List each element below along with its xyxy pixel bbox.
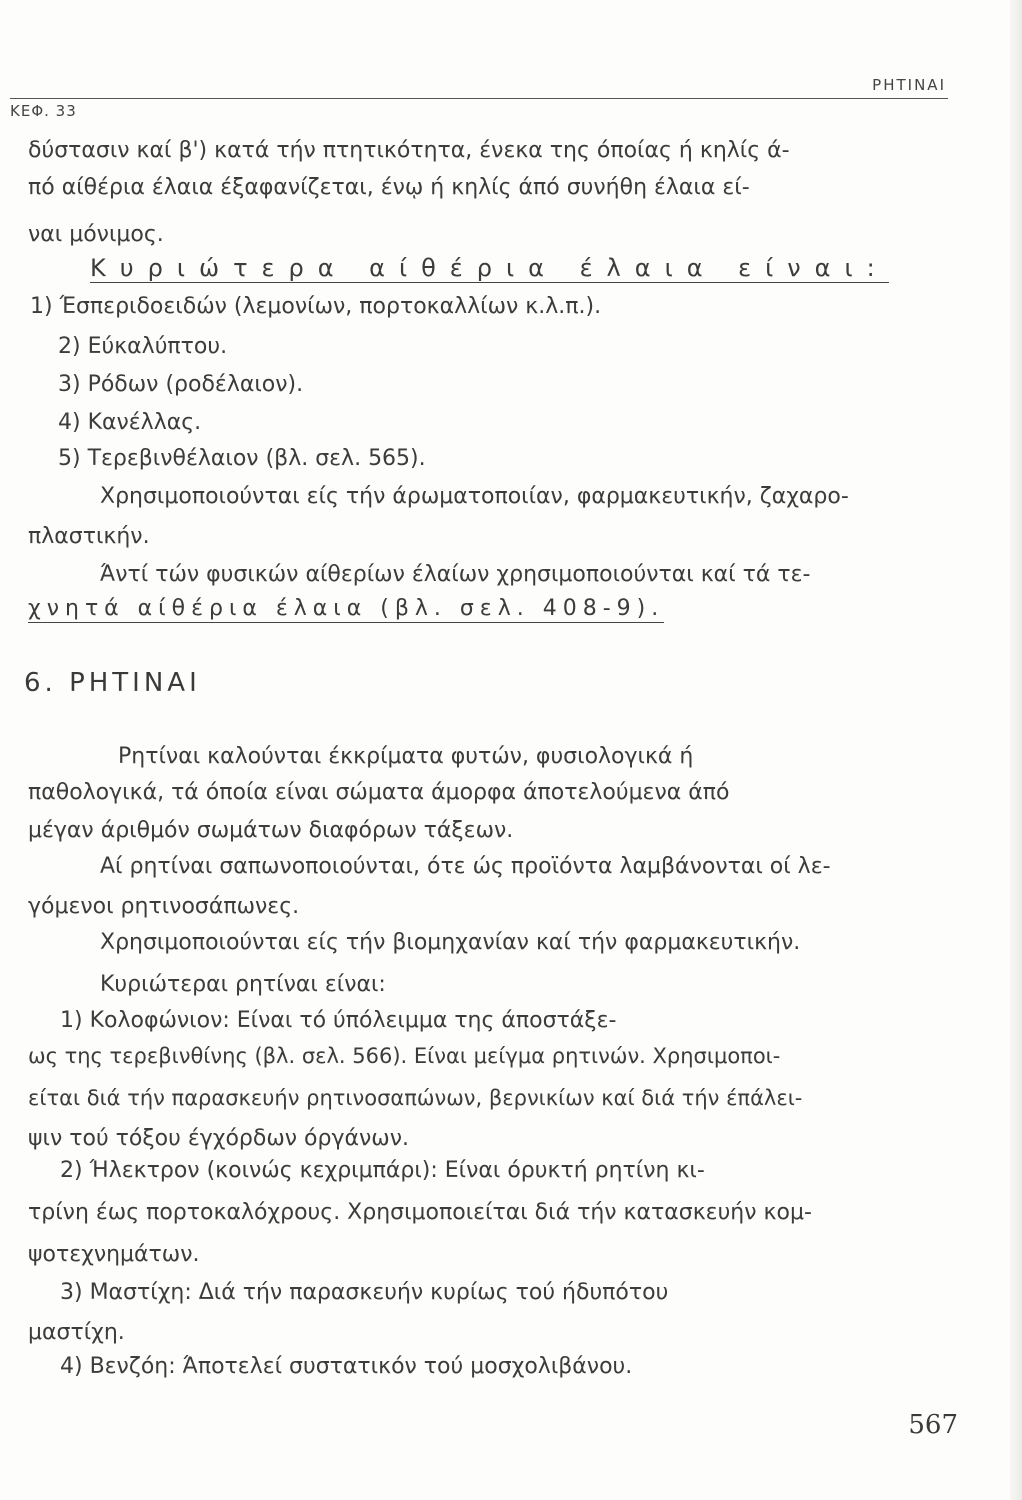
list-item: 3) Μαστίχη: Διά τήν παρασκευήν κυρίως τού ήδυπότου	[60, 1280, 669, 1305]
list-item: 5) Τερεβινθέλαιον (βλ. σελ. 565).	[58, 446, 426, 471]
text-line: Αί ρητίναι σαπωνοποιούνται, ότε ώς προϊόντα λαμβάνονται οί λε-	[100, 854, 831, 879]
text-line: Χρησιμοποιούνται είς τήν άρωματοποιίαν, φαρμακευτικήν, ζαχαρο-	[100, 484, 849, 509]
text-line: πλαστικήν.	[28, 524, 150, 549]
list-item: 1) Κολοφώνιον: Είναι τό ύπόλειμμα της άποστάξε-	[60, 1008, 617, 1033]
list-item: 4) Βενζόη: Άποτελεί συστατικόν τού μοσχολιβάνου.	[60, 1354, 633, 1379]
text-line: πό αίθέρια έλαια έξαφανίζεται, ένῳ ή κηλίς άπό συνήθη έλαια εί-	[28, 175, 750, 200]
list-item: 2) Εύκαλύπτου.	[58, 334, 228, 359]
section-title: 6. ΡΗΤΙΝΑΙ	[24, 668, 201, 698]
page-number: 567	[908, 1410, 958, 1440]
list-item: 2) Ήλεκτρον (κοινώς κεχριμπάρι): Είναι όρυκτή ρητίνη κι-	[60, 1158, 705, 1183]
list-item: 3) Ρόδων (ροδέλαιον).	[58, 372, 304, 397]
header-rule	[10, 98, 948, 99]
text-line: Άντί τών φυσικών αίθερίων έλαίων χρησιμοποιούνται καί τά τε-	[100, 562, 811, 587]
text-line: ψοτεχνημάτων.	[28, 1242, 200, 1267]
text-line: μαστίχη.	[28, 1320, 125, 1345]
subheading-resins: Κυριώτεραι ρητίναι είναι:	[100, 972, 386, 997]
text-line: Χρησιμοποιούνται είς τήν βιομηχανίαν καί τήν φαρμακευτικήν.	[100, 930, 801, 955]
text-line-synthetic-oils: χνητά αίθέρια έλαια (βλ. σελ. 408-9).	[28, 596, 665, 621]
text-line: ως της τερεβινθίνης (βλ. σελ. 566). Είναι μείγμα ρητινών. Χρησιμοποι-	[28, 1044, 781, 1068]
text-line: μέγαν άριθμόν σωμάτων διαφόρων τάξεων.	[28, 818, 514, 843]
text-line: είται διά τήν παρασκευήν ρητινοσαπώνων, βερνικίων καί διά τήν έπάλει-	[28, 1086, 803, 1110]
list-item: 4) Κανέλλας.	[58, 410, 202, 435]
text-line: ψιν τού τόξου έγχόρδων όργάνων.	[28, 1126, 409, 1151]
list-item: 1) Έσπεριδοειδών (λεμονίων, πορτοκαλλίων κ.λ.π.).	[30, 294, 602, 319]
definition-paragraph: Ρητίναι καλούνται έκκρίματα φυτών, φυσιολογικά ή	[118, 744, 694, 769]
text-line: τρίνη έως πορτοκαλόχρους. Χρησιμοποιείται διά τήν κατασκευήν κομ-	[28, 1200, 812, 1225]
text-line: ναι μόνιμος.	[28, 222, 164, 247]
chapter-label: ΚΕΦ. 33	[10, 102, 77, 120]
text-line: παθολογικά, τά όποία είναι σώματα άμορφα άποτελούμενα άπό	[28, 780, 730, 805]
page-edge-shadow	[1010, 0, 1022, 1500]
text-line: γόμενοι ρητινοσάπωνες.	[28, 894, 300, 919]
running-title: ΡΗΤΙΝΑΙ	[872, 76, 946, 94]
text-line: δύστασιν καί β') κατά τήν πτητικότητα, ένεκα της όποίας ή κηλίς ά-	[28, 138, 790, 163]
subheading-essential-oils: Κυριώτερα αίθέρια έλαια είναι:	[90, 254, 889, 282]
